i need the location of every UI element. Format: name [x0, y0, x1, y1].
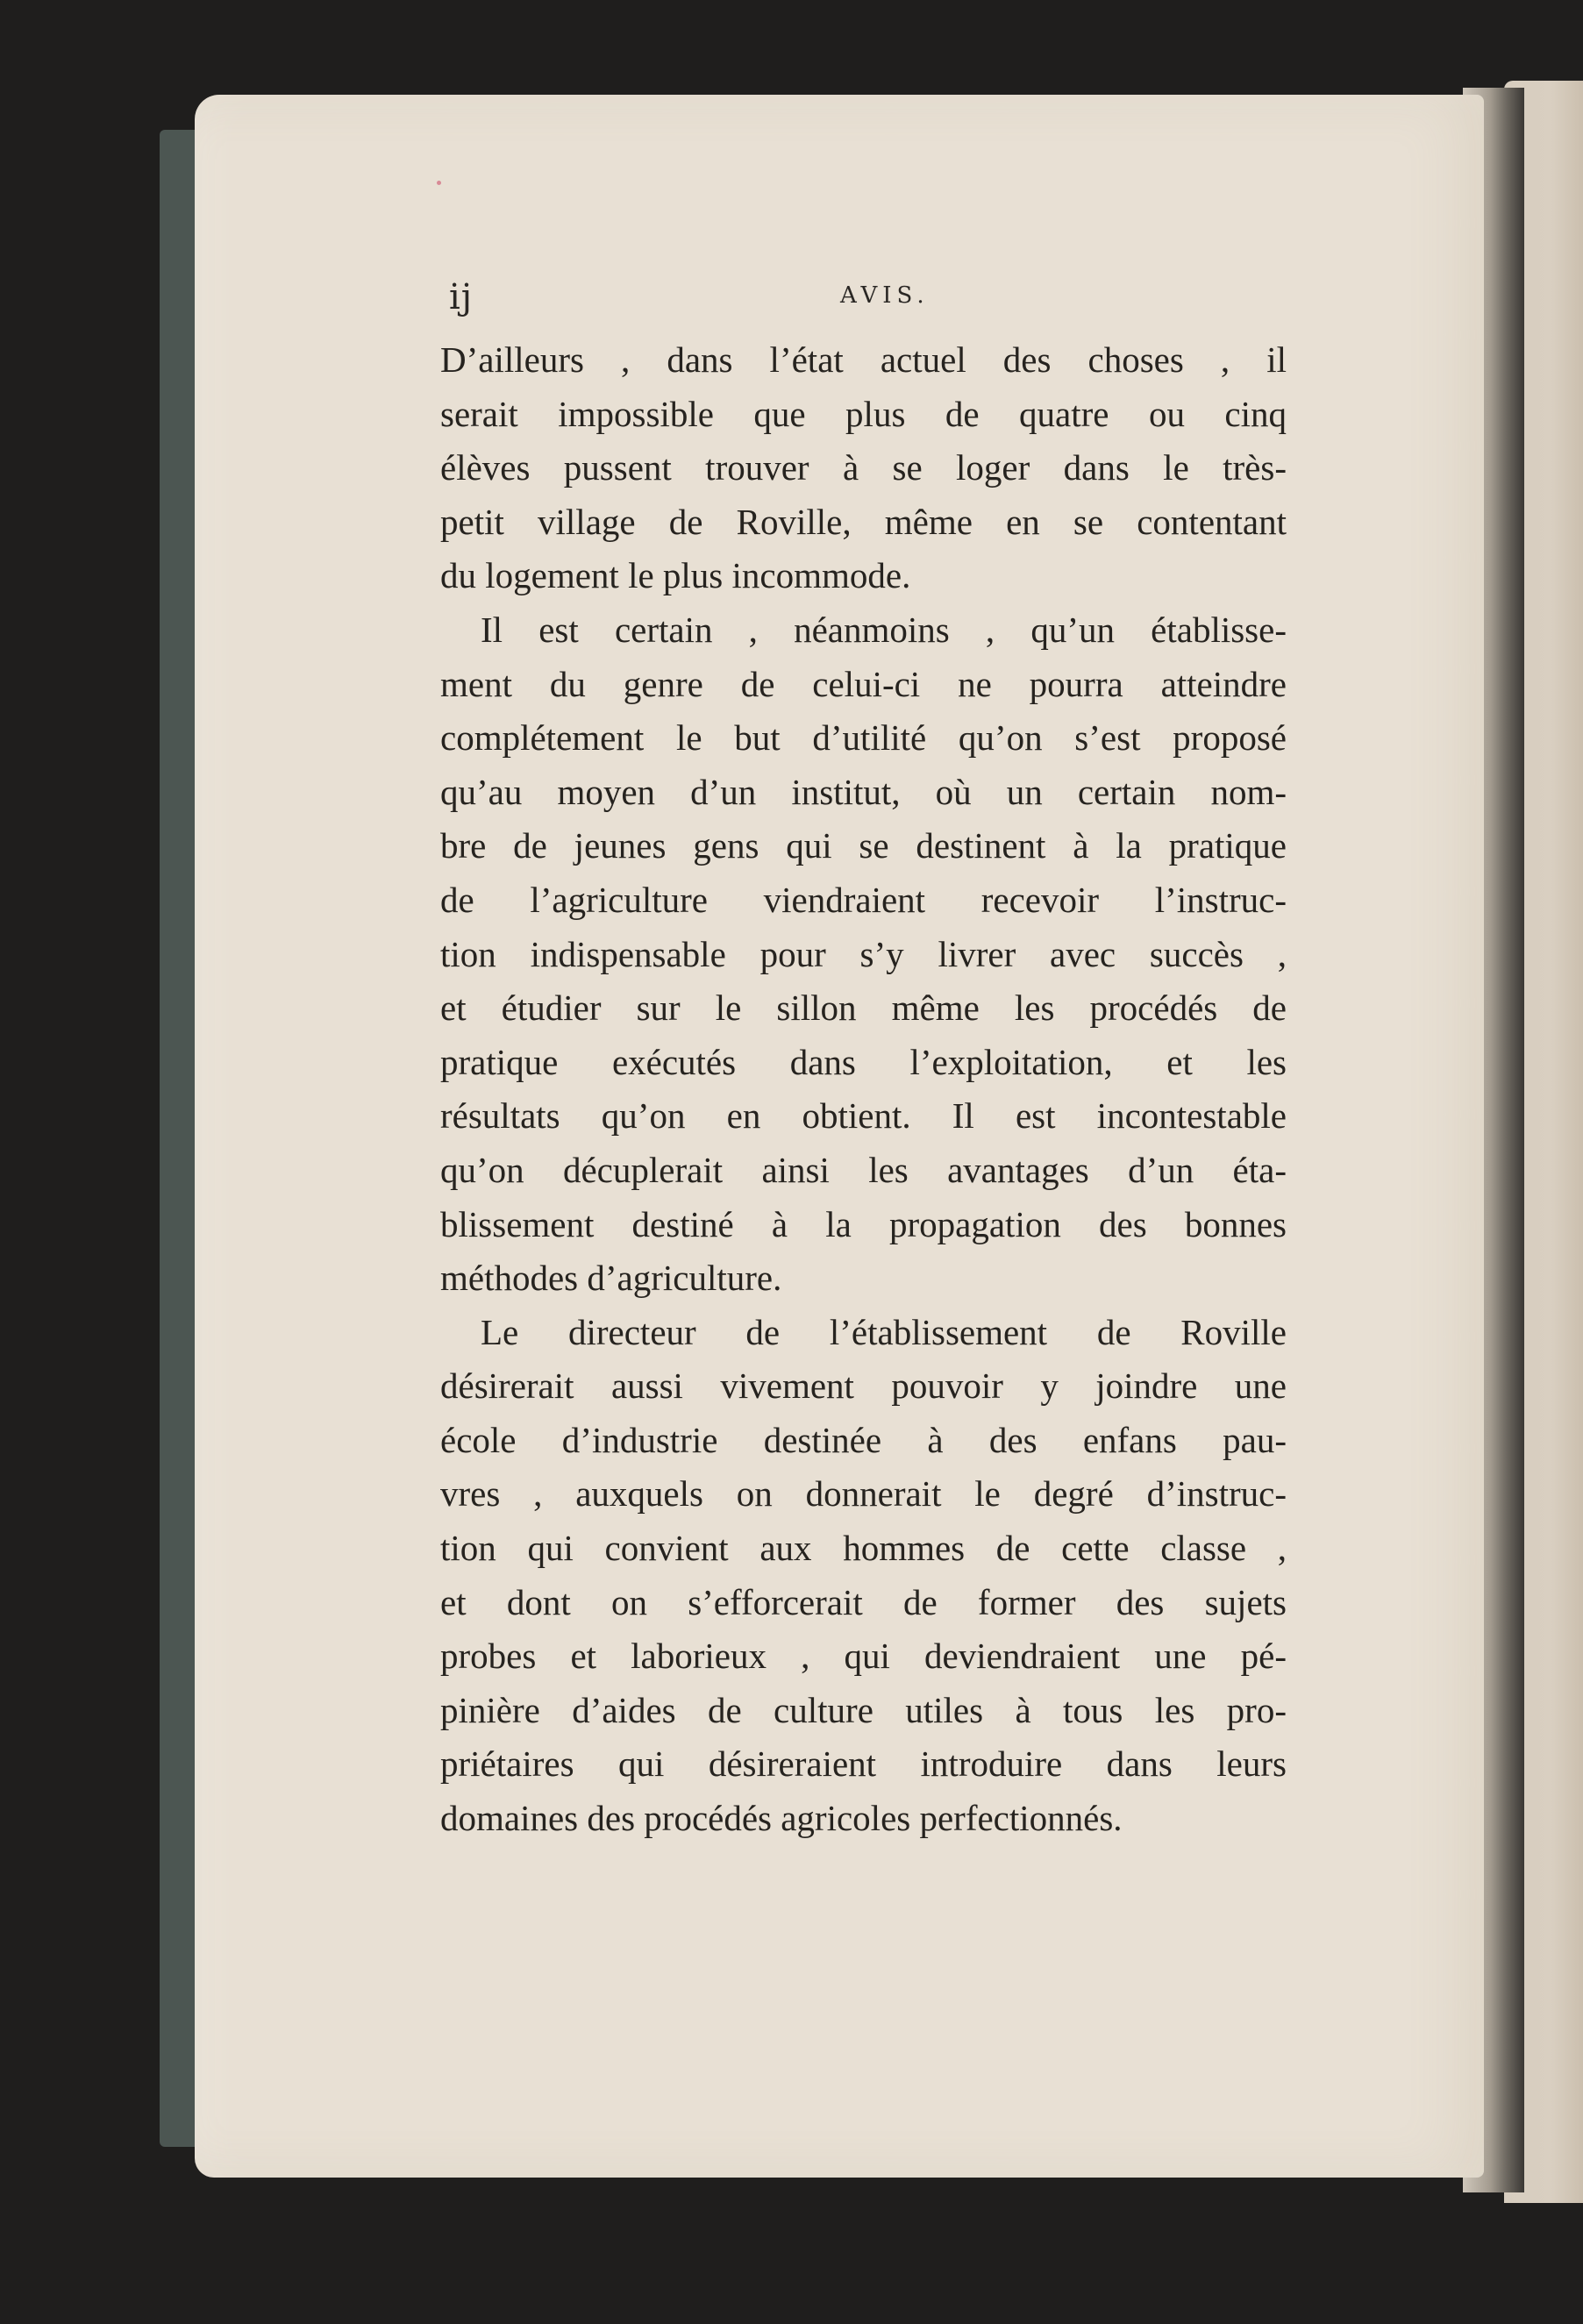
text-line: et dont on s’efforcerait de former des sujets	[440, 1581, 1287, 1622]
text-line: domaines des procédés agricoles perfectionnés.	[440, 1798, 1123, 1839]
text-line: désirerait aussi vivement pouvoir y joindre une	[440, 1365, 1287, 1407]
text-line: blissement destiné à la propagation des bonnes	[440, 1203, 1287, 1244]
text-line: et étudier sur le sillon même les procédés de	[440, 987, 1287, 1029]
text-line: bre de jeunes gens qui se destinent à la pratique	[440, 825, 1287, 866]
text-line: du logement le plus incommode.	[440, 555, 911, 596]
running-head	[446, 277, 1292, 316]
text-line: qu’au moyen d’un institut, où un certain nom-	[440, 771, 1287, 812]
text-line: complétement le but d’utilité qu’on s’est proposé	[440, 717, 1287, 759]
text-line: Il est certain , néanmoins , qu’un établisse-	[481, 609, 1287, 650]
text-line: probes et laborieux , qui deviendraient une pé-	[440, 1636, 1287, 1677]
page-folio: ij	[449, 277, 474, 317]
text-line: qu’on décuplerait ainsi les avantages d’un éta-	[440, 1149, 1287, 1190]
body-text	[440, 333, 1287, 1846]
text-line: pinière d’aides de culture utiles à tous les pro-	[440, 1689, 1287, 1730]
text-line: pratique exécutés dans l’exploitation, et les	[440, 1041, 1287, 1082]
text-line: résultats qu’on en obtient. Il est incontestable	[440, 1095, 1287, 1137]
text-line: tion qui convient aux hommes de cette classe ,	[440, 1528, 1287, 1569]
text-line: D’ailleurs , dans l’état actuel des choses , il	[440, 339, 1287, 380]
text-line: méthodes d’agriculture.	[440, 1258, 782, 1299]
text-line: priétaires qui désireraient introduire dans leurs	[440, 1743, 1287, 1785]
text-line: élèves pussent trouver à se loger dans le très-	[440, 447, 1287, 488]
paper-speck	[437, 181, 441, 185]
running-title: AVIS.	[840, 282, 930, 309]
text-line: de l’agriculture viendraient recevoir l’instruc-	[440, 879, 1287, 920]
text-line: tion indispensable pour s’y livrer avec succès ,	[440, 933, 1287, 974]
text-line: serait impossible que plus de quatre ou cinq	[440, 393, 1287, 434]
text-line: petit village de Roville, même en se contentant	[440, 501, 1287, 542]
text-line: vres , auxquels on donnerait le degré d’instruc-	[440, 1473, 1287, 1515]
text-line: école d’industrie destinée à des enfans pau-	[440, 1419, 1287, 1460]
text-line: ment du genre de celui-ci ne pourra atteindre	[440, 663, 1287, 704]
text-line: Le directeur de l’établissement de Roville	[481, 1311, 1287, 1352]
